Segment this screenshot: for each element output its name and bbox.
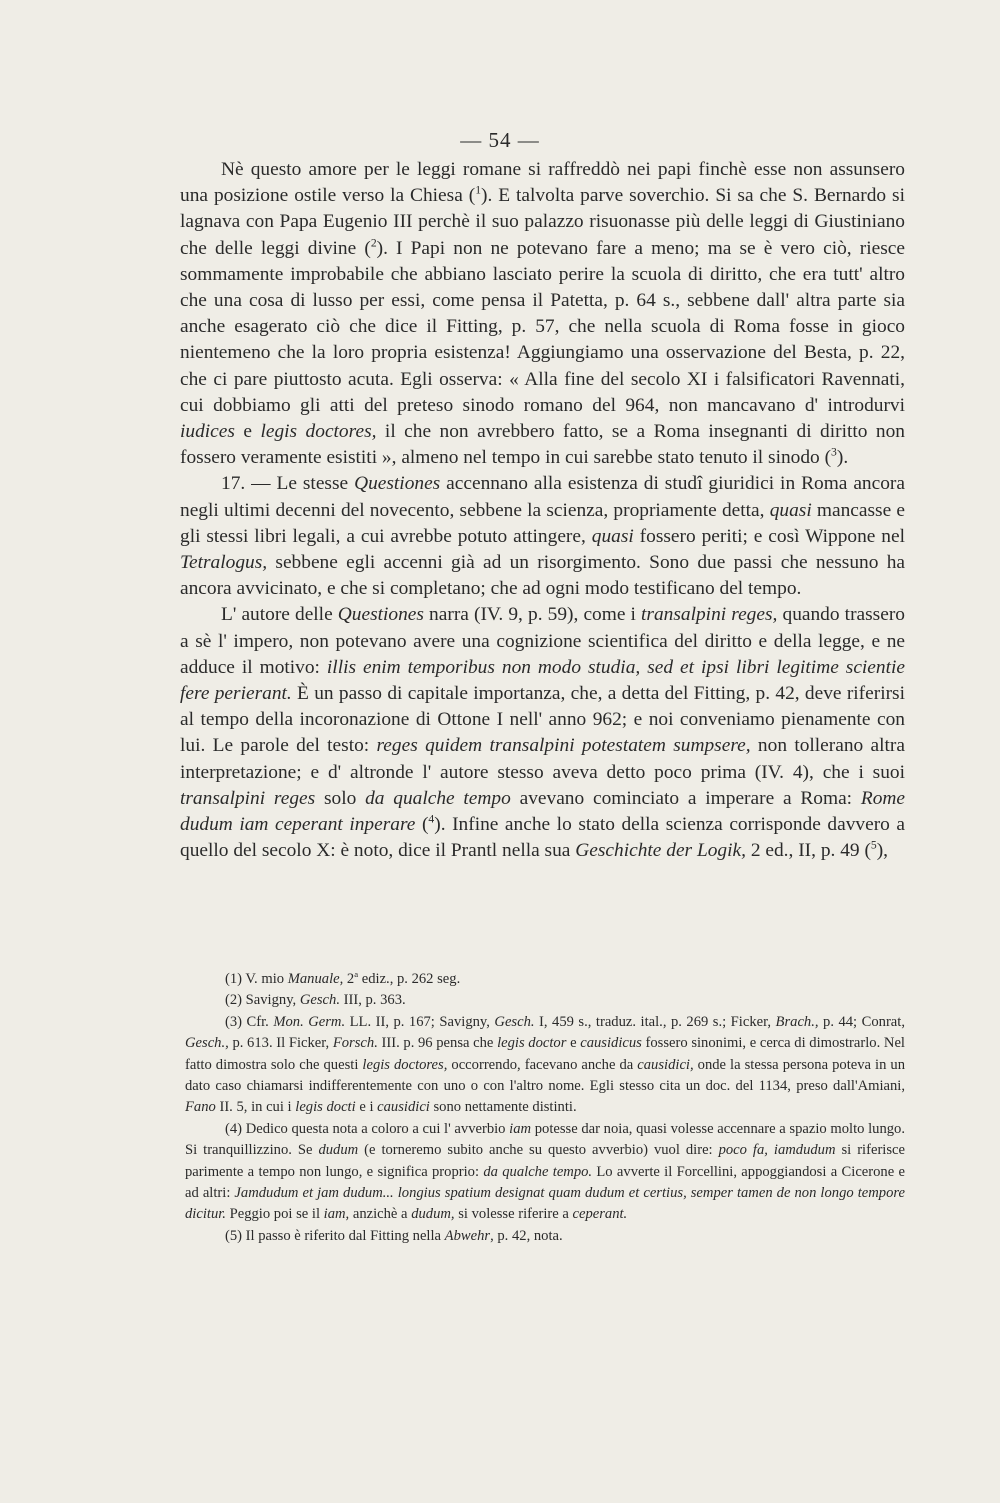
footnote-2: (2) Savigny, Gesch. III, p. 363.: [225, 992, 406, 1009]
footnote-4: (4) Dedico questa nota a coloro a cui l' avverbio iam potesse dar noia, quasi volesse accennare a spazio molto lungo. Si tranquillizzino. Se dudum (e torneremo subito anche su questo avverbio) vuol dire: poco fa, iamdudum si riferisce parimente a tempo non lungo, e significa proprio: da qualche tempo. Lo avverte il Forcellini, appoggiandosi a Cicerone e ad altri: Jamdudum et jam dudum... longius spatium designat quam dudum et certius, semper tamen de non longo tempore dicitur. Peggio poi se il iam, anzichè a dudum, si volesse riferire a ceperant.: [185, 1120, 905, 1223]
paragraph-1: Nè questo amore per le leggi romane si raffreddò nei papi finchè esse non assunsero una posizione ostile verso la Chiesa ($^1$). E talvolta parve soverchio. Si sa che S. Bernardo si lagnava con Papa Eugenio III perchè il suo palazzo risuonasse più delle leggi di Giustiniano che delle leggi divine ($^2$). I Papi non ne potevano fare a meno; ma se è vero ciò, riesce sommamente improbabile che abbiano lasciato perire la scuola di diritto, che era tutt' altro che una cosa di lusso per essi, come pensa il Patetta, p. 64 s., sebbene dall' altra parte sia anche esagerato ciò che dice il Fitting, p. 57, che nella scuola di Roma fosse in gioco nientemeno che la loro propria esistenza! Aggiungiamo una osservazione del Besta, p. 22, che ci pare piuttosto acuta. Egli osserva: « Alla fine del secolo XI i falsificatori Ravennati, cui dobbiamo gli atti del preteso sinodo romano del 964, non mancavano d' introdurvi iudices e legis doctores, il che non avrebbero fatto, se a Roma insegnanti di diritto non fossero veramente esistiti », almeno nel tempo in cui sarebbe stato tenuto il sinodo ($^3$).: [180, 159, 905, 469]
footnote-1: (1) V. mio Manuale, 2$^a$ ediz., p. 262 seg.: [225, 969, 461, 987]
main-text: [180, 157, 905, 864]
page-number: — 54 —: [460, 128, 540, 152]
footnotes: [185, 969, 905, 1247]
footnote-3: (3) Cfr. Mon. Germ. LL. II, p. 167; Savigny, Gesch. I, 459 s., traduz. ital., p. 269 s.; Ficker, Brach., p. 44; Conrat, Gesch., p. 613. Il Ficker, Forsch. III. p. 96 pensa che legis doctor e causidicus fossero sinonimi, e cerca di dimostrarlo. Nel fatto dimostra solo che questi legis doctores, occorrendo, facevano anche da causidici, onde la stessa persona poteva in un dato caso chiamarsi indifferentemente con uno o con l'altro nome. Egli stesso cita un doc. del 1134, preso dall'Amiani, Fano II. 5, in cui i legis docti e i causidici sono nettamente distinti.: [185, 1013, 906, 1116]
paragraph-section-17: 17. — Le stesse Questiones accennano alla esistenza di studî giuridici in Roma ancora negli ultimi decenni del novecento, sebbene la scienza, propriamente detta, quasi mancasse e gli stessi libri legali, a cui avrebbe potuto attingere, quasi fossero periti; e così Wippone nel Tetralogus, sebbene egli accenni già ad un risorgimento. Sono due passi che nessuno ha ancora avvicinato, e che si completano; che ad ogni modo testificano del tempo.: [180, 473, 905, 600]
footnote-5: (5) Il passo è riferito dal Fitting nella Abwehr, p. 42, nota.: [225, 1227, 563, 1244]
paragraph-3: L' autore delle Questiones narra (IV. 9, p. 59), come i transalpini reges, quando trassero a sè l' impero, non potevano avere una cognizione scientifica del diritto e della legge, e ne adduce il motivo: illis enim temporibus non modo studia, sed et ipsi libri legitime scientie fere perierant. È un passo di capitale importanza, che, a detta del Fitting, p. 42, deve riferirsi al tempo della incoronazione di Ottone I nell' anno 962; e noi conveniamo pienamente con lui. Le parole del testo: reges quidem transalpini potestatem sumpsere, non tollerano altra interpretazione; e d' altronde l' autore stesso aveva detto poco prima (IV. 4), che i suoi transalpini reges solo da qualche tempo avevano cominciato a imperare a Roma: Rome dudum iam ceperant inperare ($^4$). Infine anche lo stato della scienza corrisponde davvero a quello del secolo X: è noto, dice il Prantl nella sua Geschichte der Logik, 2 ed., II, p. 49 ($^5$),: [180, 604, 906, 862]
